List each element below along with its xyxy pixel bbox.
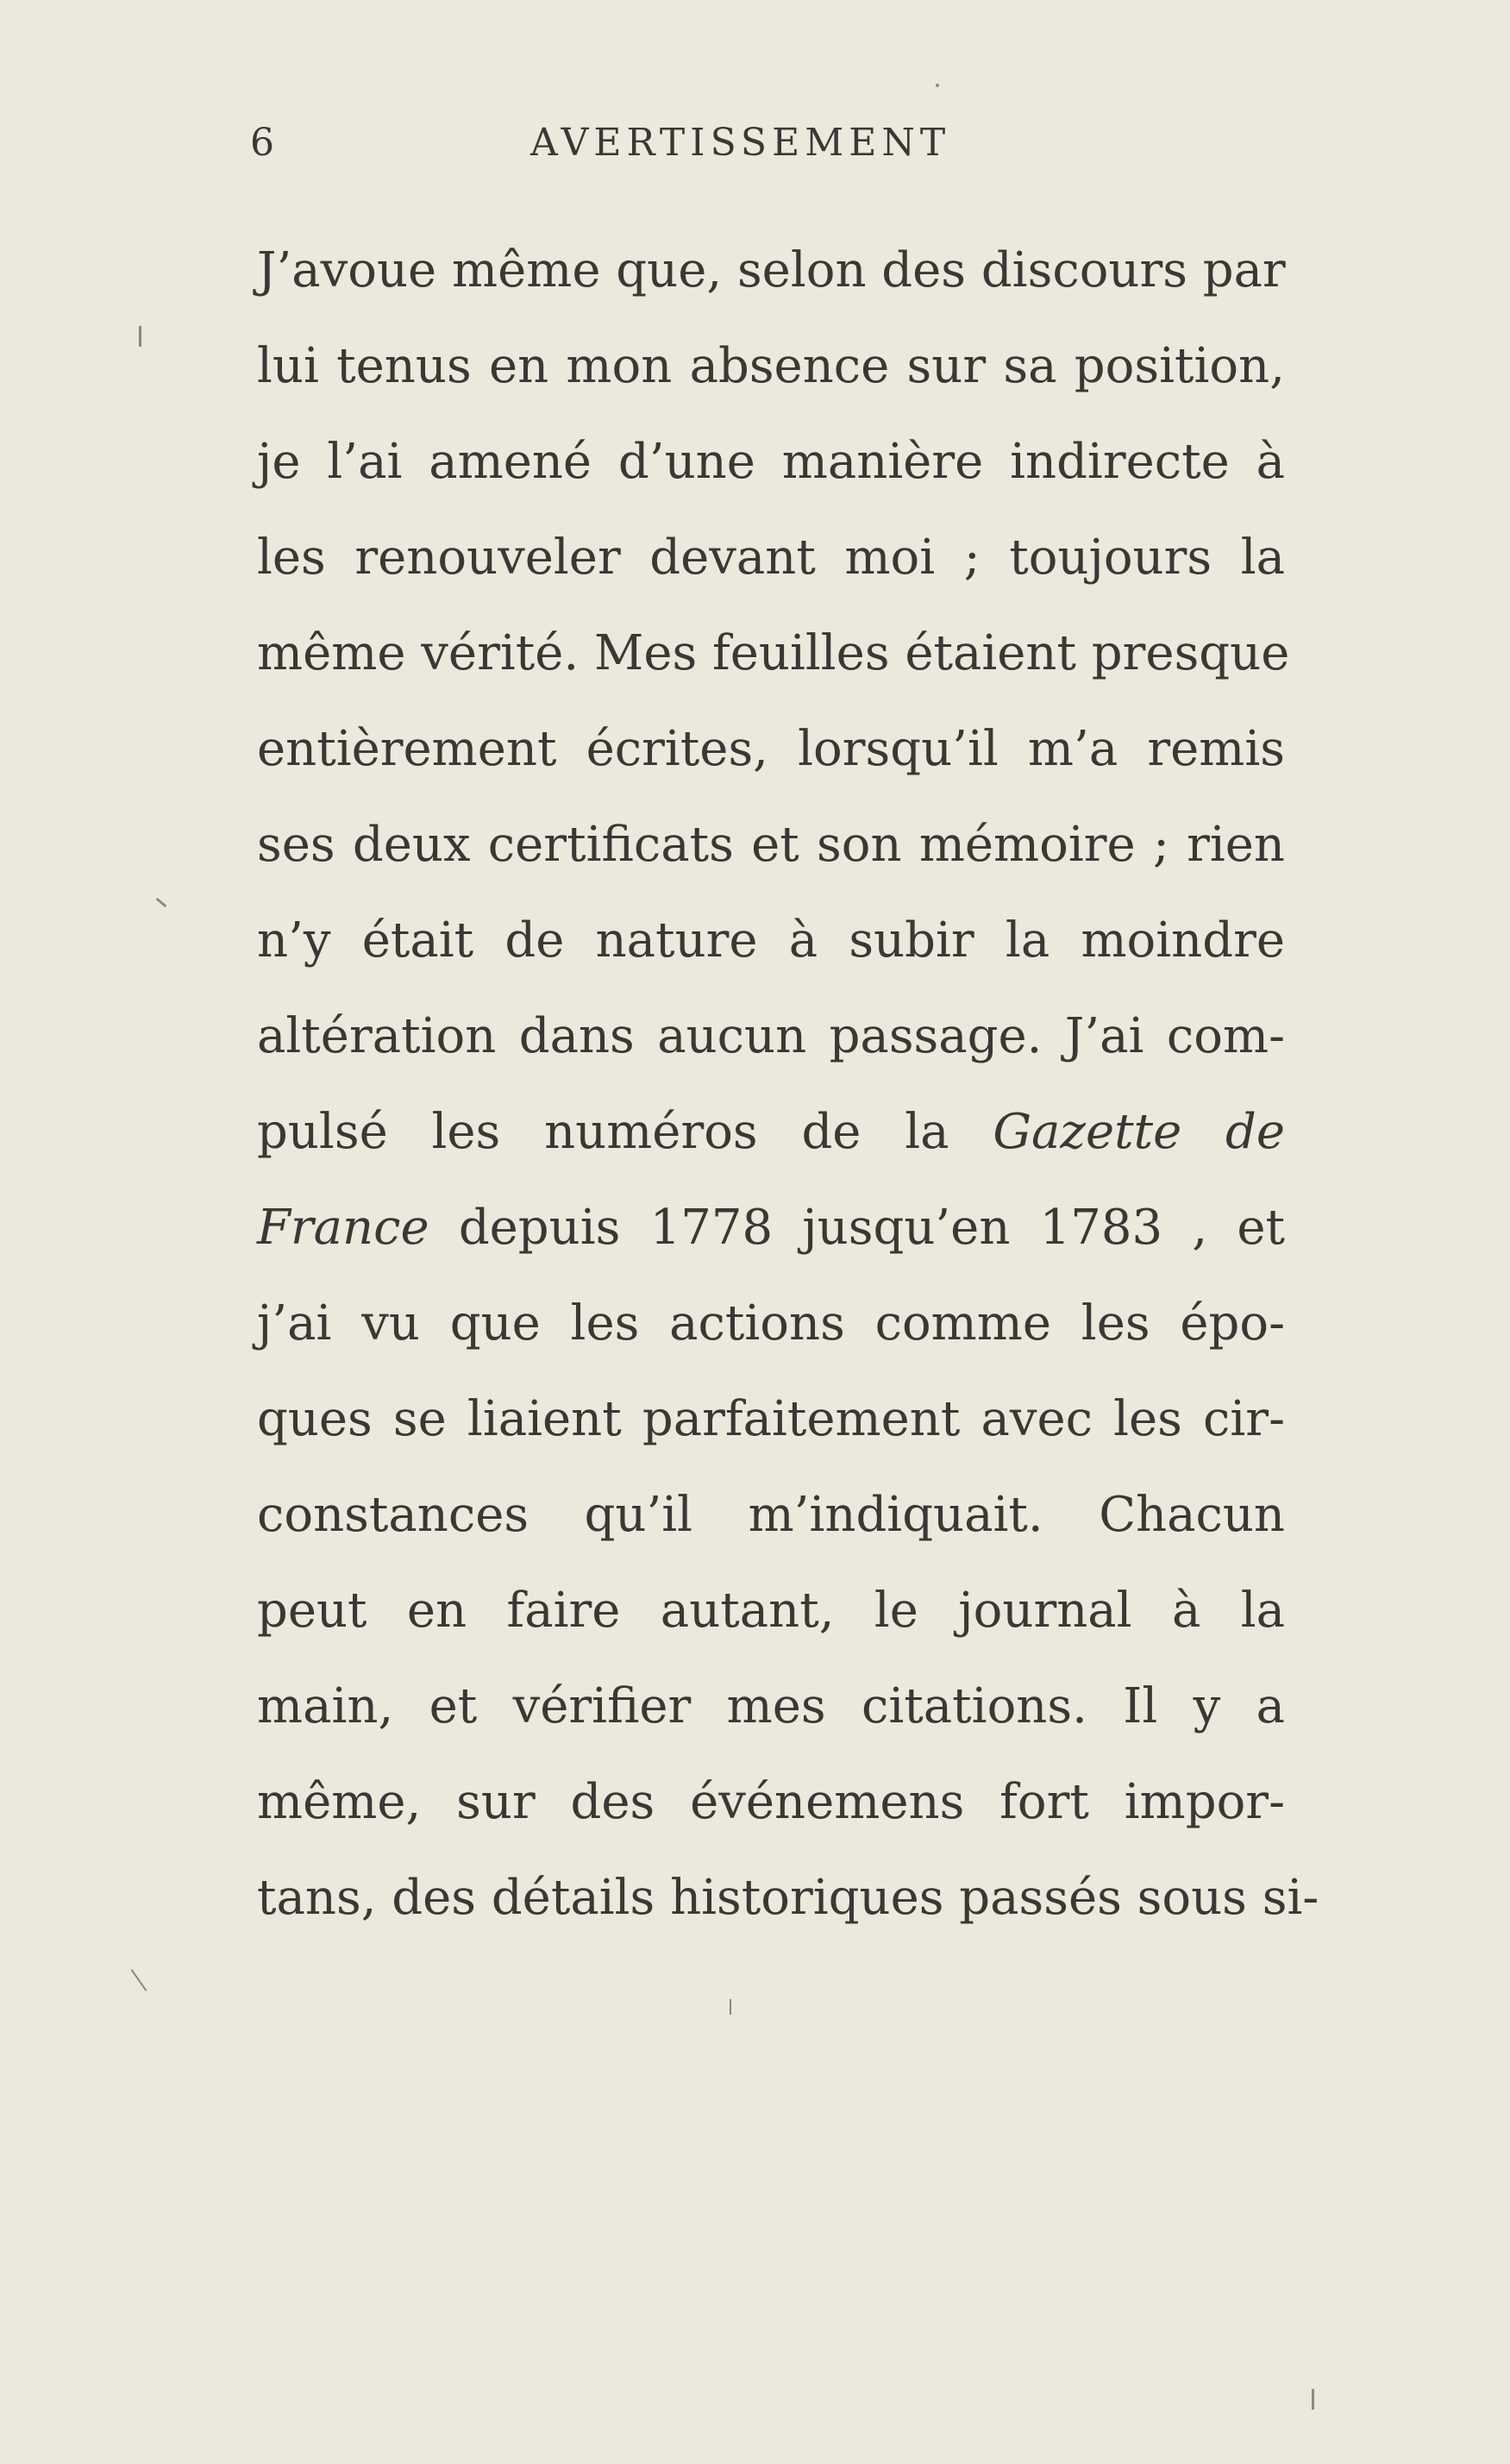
text-line: les renouveler devant moi ; toujours la [257,530,1285,586]
page-number: 6 [250,121,279,165]
body-text [257,223,1319,1946]
page-header [250,121,1285,172]
text-line: constances qu’il m’indiquait. Chacun [257,1487,1285,1543]
italic-title: France [257,1200,429,1256]
text-line: J’avoue même que, selon des discours par [257,242,1286,298]
text-line: peut en faire autant, le journal à la [257,1583,1285,1639]
text-line: même, sur des événemens fort impor- [257,1774,1285,1830]
paper-speck [131,1969,147,1991]
text-segment: pulsé les numéros de la [257,1104,949,1160]
text-line: altération dans aucun passage. J’ai com- [257,1008,1285,1064]
text-line: ques se liaient parfaitement avec les cir- [257,1391,1285,1447]
text-line: j’ai vu que les actions comme les épo- [257,1295,1285,1351]
paper-speck [139,326,141,347]
text-line-with-italic [257,1180,1285,1276]
text-line: je l’ai amené d’une manière indirecte à [257,434,1285,490]
running-title: AVERTISSEMENT [530,121,951,165]
paper-speck [936,84,939,87]
text-segment: depuis 1778 jusqu’en 1783 , et [458,1200,1285,1256]
text-line: tans, des détails historiques passés sous si- [257,1870,1319,1926]
text-line: ses deux certificats et son mémoire ; rien [257,817,1285,873]
text-line: main, et vérifier mes citations. Il y a [257,1678,1285,1734]
text-line-with-italic [257,1084,1285,1180]
text-line: n’y était de nature à subir la moindre [257,912,1285,969]
text-line: même vérité. Mes feuilles étaient presque [257,625,1290,681]
text-line: lui tenus en mon absence sur sa position, [257,338,1285,394]
italic-title: Gazette de [993,1104,1285,1160]
paper-speck [156,898,167,907]
paper-speck [730,1999,731,2015]
paper-speck [1312,2389,1314,2410]
text-line: entièrement écrites, lorsqu’il m’a remis [257,721,1285,777]
